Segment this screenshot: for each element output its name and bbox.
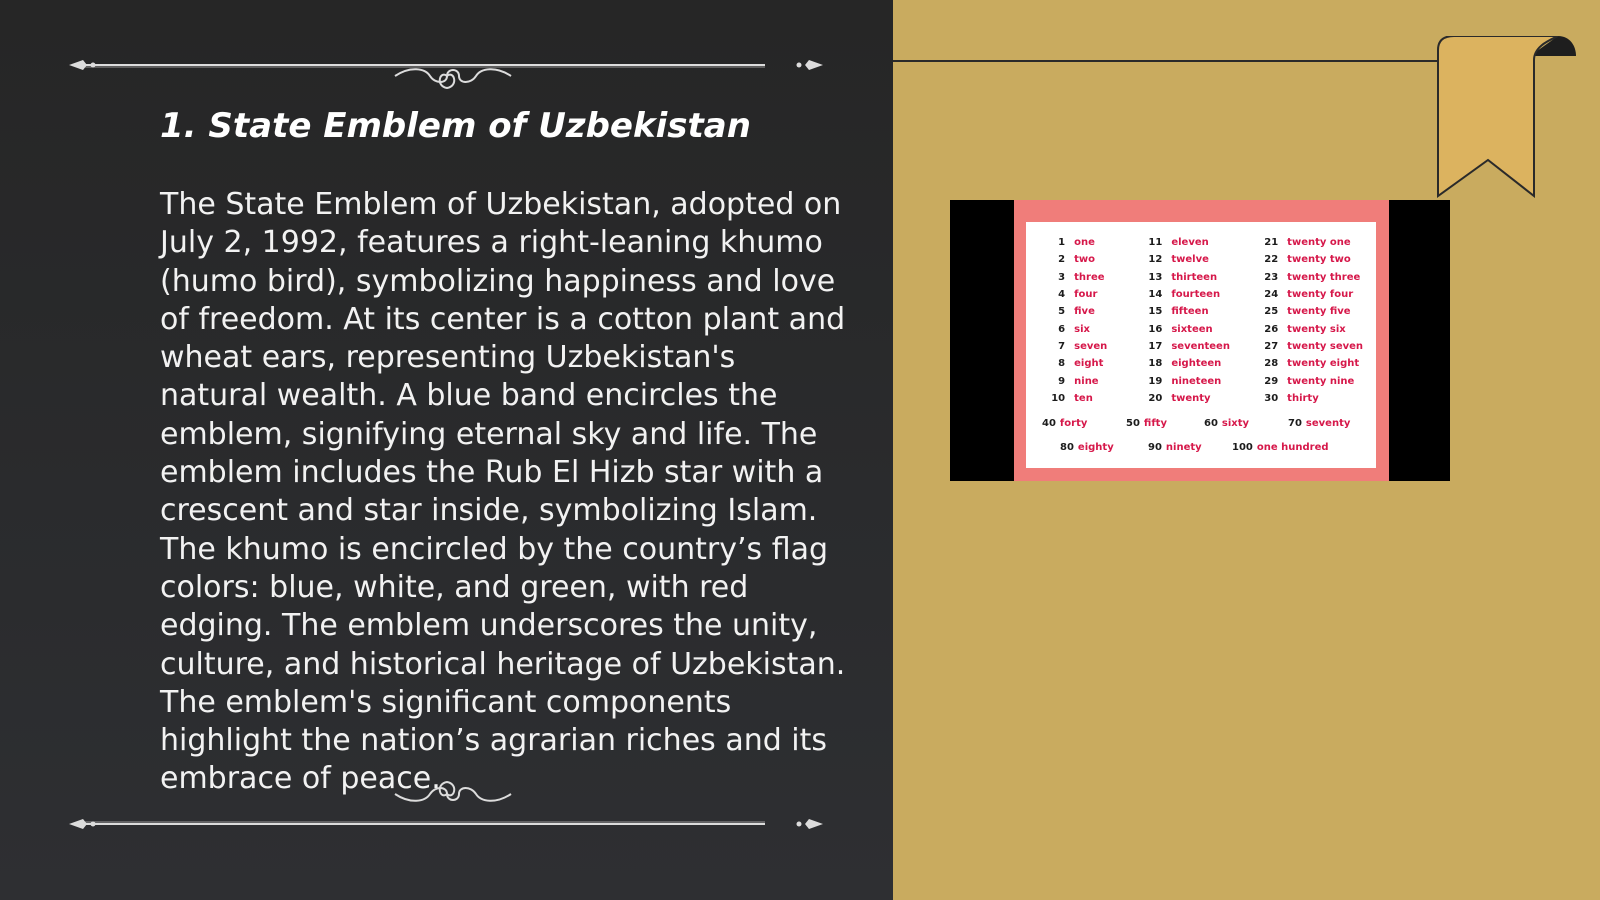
- slide-title: 1. State Emblem of Uzbekistan: [160, 106, 751, 146]
- tens-item: [1204, 418, 1249, 429]
- table-row: [1042, 372, 1376, 389]
- number-numeral: 13: [1148, 271, 1163, 283]
- number-numeral: 17: [1148, 340, 1163, 352]
- number-numeral: 27: [1264, 340, 1279, 352]
- number-word: three: [1074, 271, 1105, 283]
- number-numeral: 14: [1148, 289, 1163, 301]
- number-numeral: 8: [1058, 358, 1066, 370]
- number-numeral: 26: [1264, 323, 1279, 335]
- slide-body-text: The State Emblem of Uzbekistan, adopted on July 2, 1992, features a right-leaning khumo (humo bird), symbolizing happiness and love of freedom. At its center is a cotton plant and wheat ears, representing Uzbekistan's natural wealth. A blue band encircles the emblem, signifying eternal sky and life. The emblem includes the Rub El Hizb star with a crescent and star inside, symbolizing Islam. The khumo is encircled by the country’s flag colors: blue, white, and green, with red edging. The emblem underscores the unity, culture, and historical heritage of Uzbekistan. The emblem's significant components highlight the nation’s agrarian riches and its embrace of peace.: [160, 187, 846, 797]
- table-row: [1042, 320, 1376, 337]
- number-numeral: 4: [1058, 289, 1066, 301]
- number-word: twenty seven: [1287, 340, 1364, 352]
- tens-item: [1042, 418, 1087, 429]
- number-numeral: 5: [1058, 306, 1066, 318]
- number-word: eighteen: [1171, 358, 1222, 370]
- number-word: twenty three: [1287, 271, 1361, 283]
- ornament-divider-top-icon: [65, 40, 827, 90]
- number-numeral: 7: [1058, 340, 1066, 352]
- number-numeral: 100: [1232, 442, 1253, 453]
- tens-item: [1232, 442, 1329, 453]
- number-word: eight: [1074, 358, 1104, 370]
- number-word: ninety: [1165, 442, 1202, 453]
- number-word: ten: [1074, 392, 1093, 404]
- number-numeral: 15: [1148, 306, 1163, 318]
- number-numeral: 3: [1058, 271, 1066, 283]
- tens-item: [1288, 418, 1350, 429]
- number-numeral: 70: [1288, 418, 1302, 429]
- table-row: [1042, 251, 1376, 268]
- tens-item: [1060, 442, 1114, 453]
- number-word: eleven: [1171, 237, 1209, 249]
- number-numeral: 6: [1058, 323, 1066, 335]
- number-word: twenty: [1171, 392, 1211, 404]
- number-word: one hundred: [1256, 442, 1329, 453]
- divider-line: [893, 60, 1438, 62]
- table-row: [1042, 338, 1376, 355]
- number-numeral: 40: [1042, 418, 1056, 429]
- number-numeral: 90: [1148, 442, 1162, 453]
- number-numeral: 22: [1264, 254, 1279, 266]
- number-word: fifteen: [1171, 306, 1209, 318]
- number-word: twenty four: [1287, 289, 1354, 301]
- number-numeral: 20: [1148, 392, 1163, 404]
- number-word: twenty five: [1287, 306, 1351, 318]
- ornament-divider-bottom-icon: [65, 780, 827, 830]
- number-numeral: 25: [1264, 306, 1279, 318]
- number-word: twenty one: [1287, 237, 1351, 249]
- number-numeral: 9: [1058, 375, 1066, 387]
- number-word: twenty nine: [1287, 375, 1355, 387]
- number-numeral: 29: [1264, 375, 1279, 387]
- number-word: four: [1074, 289, 1098, 301]
- numbers-chart-image: [950, 200, 1450, 481]
- number-numeral: 12: [1148, 254, 1163, 266]
- number-numeral: 50: [1126, 418, 1140, 429]
- number-numeral: 1: [1058, 237, 1066, 249]
- number-word: twenty two: [1287, 254, 1351, 266]
- number-numeral: 24: [1264, 289, 1279, 301]
- number-numeral: 80: [1060, 442, 1074, 453]
- number-numeral: 16: [1148, 323, 1163, 335]
- image-border: [1014, 200, 1389, 481]
- table-row: [1042, 390, 1376, 407]
- number-numeral: 60: [1204, 418, 1218, 429]
- numbers-table: [1042, 234, 1376, 407]
- number-word: nineteen: [1171, 375, 1222, 387]
- number-word: seventy: [1305, 418, 1351, 429]
- number-numeral: 23: [1264, 271, 1279, 283]
- number-word: seventeen: [1171, 340, 1230, 352]
- number-numeral: 28: [1264, 358, 1279, 370]
- number-numeral: 2: [1058, 254, 1066, 266]
- number-word: twenty six: [1287, 323, 1346, 335]
- number-word: thirteen: [1171, 271, 1218, 283]
- number-word: fifty: [1143, 418, 1167, 429]
- number-word: seven: [1074, 340, 1108, 352]
- number-numeral: 18: [1148, 358, 1163, 370]
- number-numeral: 10: [1051, 392, 1066, 404]
- bookmark-ribbon-icon: [1430, 36, 1580, 198]
- numbers-card: [1026, 222, 1376, 468]
- number-word: six: [1074, 323, 1090, 335]
- number-word: eighty: [1077, 442, 1114, 453]
- number-numeral: 21: [1264, 237, 1279, 249]
- table-row: [1042, 303, 1376, 320]
- table-row: [1042, 269, 1376, 286]
- number-word: twenty eight: [1287, 358, 1360, 370]
- number-word: two: [1074, 254, 1096, 266]
- number-word: sixteen: [1171, 323, 1213, 335]
- number-numeral: 30: [1264, 392, 1279, 404]
- tens-item: [1148, 442, 1202, 453]
- number-word: fourteen: [1171, 289, 1221, 301]
- number-word: thirty: [1287, 392, 1319, 404]
- number-word: forty: [1059, 418, 1088, 429]
- tens-item: [1126, 418, 1167, 429]
- table-row: [1042, 234, 1376, 251]
- number-word: nine: [1074, 375, 1099, 387]
- number-word: five: [1074, 306, 1095, 318]
- number-numeral: 11: [1148, 237, 1163, 249]
- number-word: sixty: [1221, 418, 1250, 429]
- table-row: [1042, 355, 1376, 372]
- number-numeral: 19: [1148, 375, 1163, 387]
- table-row: [1042, 286, 1376, 303]
- number-word: twelve: [1171, 254, 1209, 266]
- number-word: one: [1074, 237, 1095, 249]
